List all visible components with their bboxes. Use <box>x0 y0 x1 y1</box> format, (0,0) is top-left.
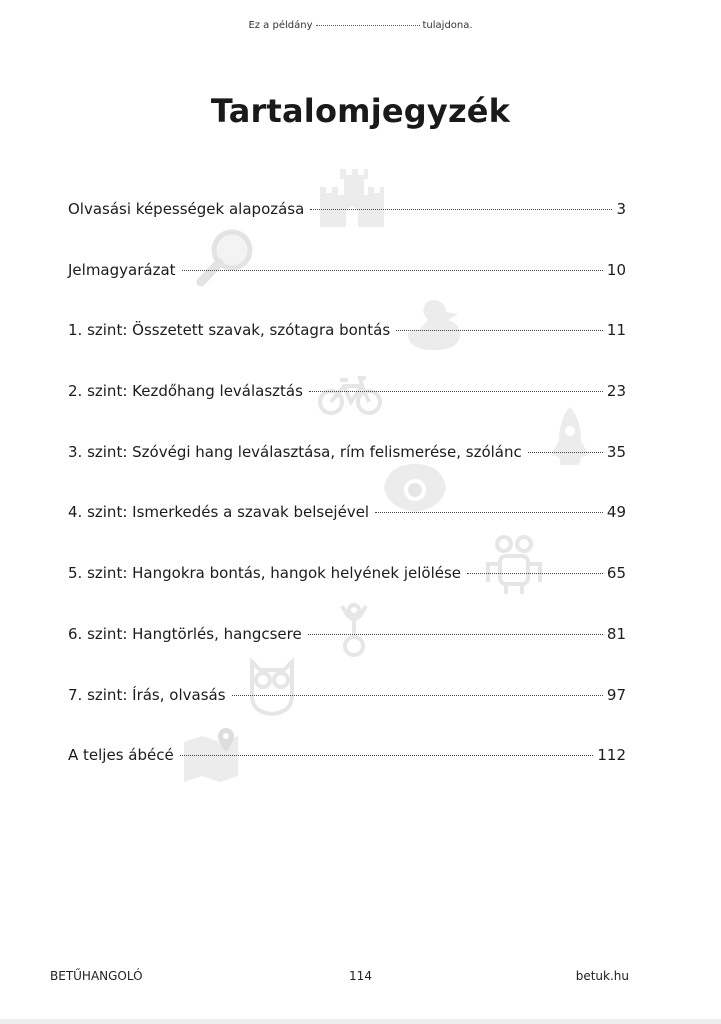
owner-prefix: Ez a példány <box>248 20 313 31</box>
toc-entry-page: 35 <box>606 443 626 461</box>
toc-entry[interactable] <box>68 261 626 285</box>
toc-entry-label: 3. szint: Szóvégi hang leválasztása, rím felismerése, szólánc <box>68 443 522 461</box>
dot-leader <box>396 329 603 331</box>
footer-page-number: 114 <box>349 969 372 983</box>
owner-name-blank <box>316 24 420 26</box>
toc-entry-page: 49 <box>606 503 626 521</box>
dot-leader <box>182 269 603 271</box>
footer-book-title: BETŰHANGOLÓ <box>50 969 143 983</box>
toc-entry[interactable] <box>68 625 626 649</box>
toc-entry[interactable] <box>68 200 626 224</box>
dot-leader <box>180 754 594 756</box>
toc-entry[interactable] <box>68 746 626 770</box>
footer-website: betuk.hu <box>575 969 629 983</box>
page-edge <box>0 1019 721 1024</box>
dot-leader <box>375 511 603 513</box>
toc-entry[interactable] <box>68 564 626 588</box>
dot-leader <box>467 572 603 574</box>
owner-line <box>0 20 721 31</box>
toc-entry-page: 81 <box>606 625 626 643</box>
toc-entry-page: 112 <box>597 746 626 764</box>
toc-entry-label: 7. szint: Írás, olvasás <box>68 686 226 704</box>
toc-entry-page: 10 <box>606 261 626 279</box>
toc-entry-label: 6. szint: Hangtörlés, hangcsere <box>68 625 302 643</box>
toc-entry-page: 97 <box>606 686 626 704</box>
toc-entry[interactable] <box>68 686 626 710</box>
toc-entry[interactable] <box>68 321 626 345</box>
owner-suffix: tulajdona. <box>422 20 473 31</box>
dot-leader <box>310 208 612 210</box>
dot-leader <box>528 451 603 453</box>
toc-entry-page: 11 <box>606 321 626 339</box>
toc-entry[interactable] <box>68 382 626 406</box>
toc-entry-page: 65 <box>606 564 626 582</box>
page-title: Tartalomjegyzék <box>210 92 511 130</box>
toc-entry-label: A teljes ábécé <box>68 746 174 764</box>
toc-entry-label: Olvasási képességek alapozása <box>68 200 305 218</box>
dot-leader <box>308 633 603 635</box>
dot-leader <box>232 694 603 696</box>
toc-entry-page: 23 <box>606 382 626 400</box>
toc-entry-label: 1. szint: Összetett szavak, szótagra bontás <box>68 321 391 339</box>
toc-entry[interactable] <box>68 443 626 467</box>
toc-entry[interactable] <box>68 503 626 527</box>
toc-entry-label: 5. szint: Hangokra bontás, hangok helyének jelölése <box>68 564 462 582</box>
toc-entry-label: 4. szint: Ismerkedés a szavak belsejével <box>68 503 370 521</box>
toc-entry-label: Jelmagyarázat <box>68 261 176 279</box>
toc-entry-label: 2. szint: Kezdőhang leválasztás <box>68 382 303 400</box>
dot-leader <box>309 390 603 392</box>
toc-entry-page: 3 <box>616 200 626 218</box>
